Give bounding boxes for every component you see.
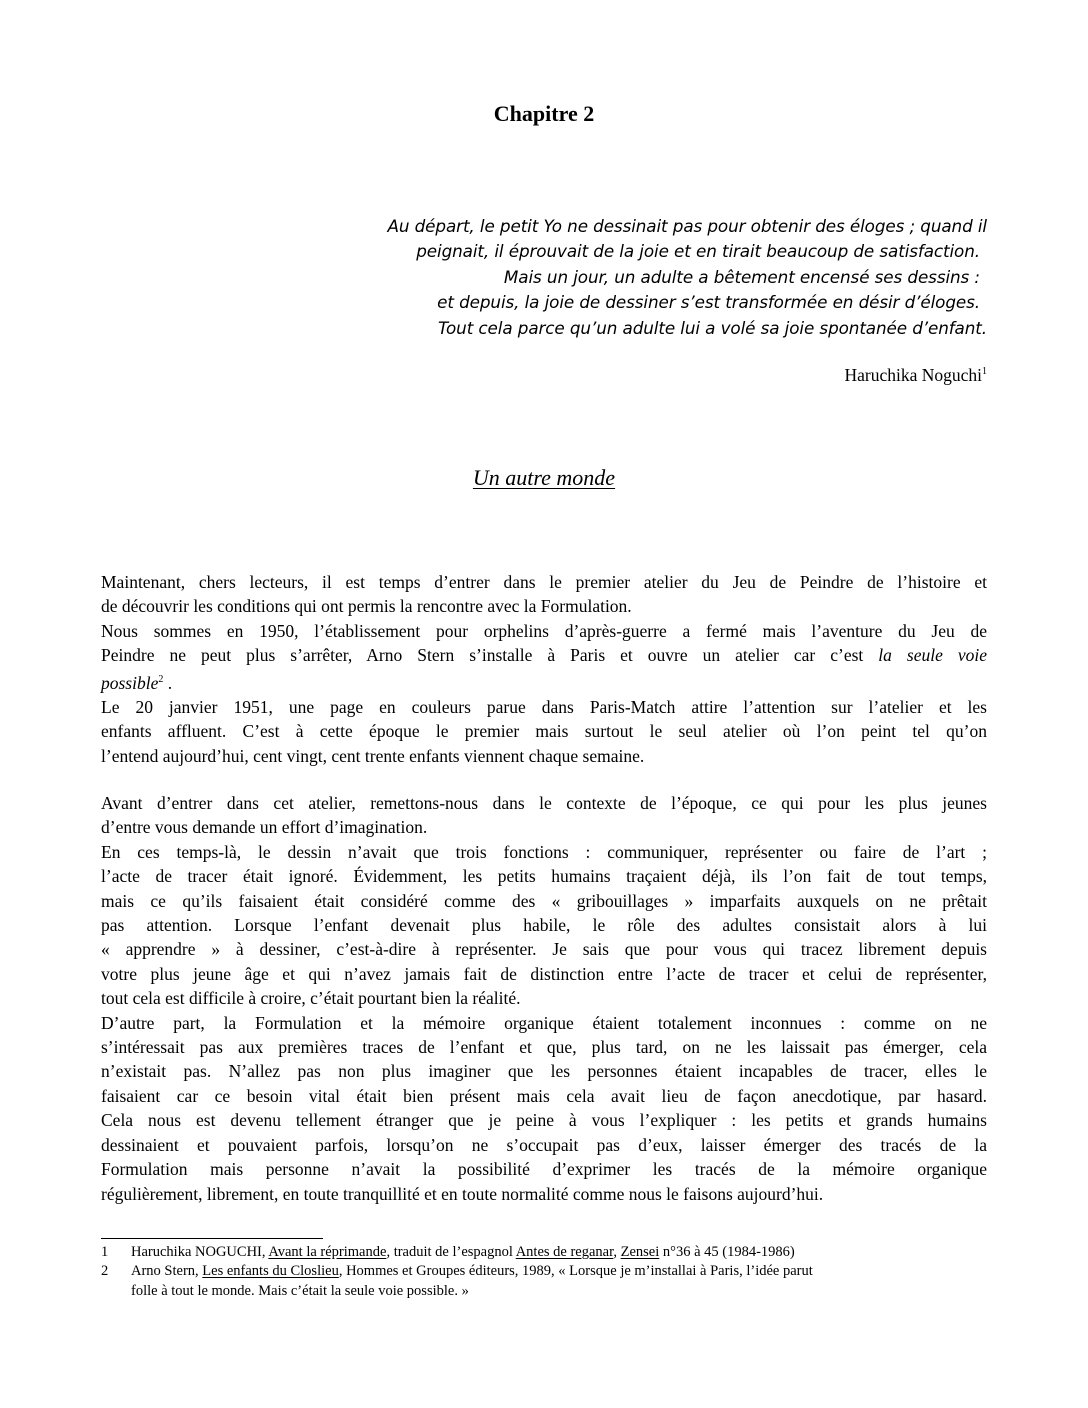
body-line: n’existait pas. N’allez pas non plus imaginer que les personnes étaient incapables de tracer, elles le bbox=[101, 1061, 987, 1082]
body-line: régulièrement, librement, en toute tranquillité et en toute normalité comme nous le faisons aujourd’hui. bbox=[101, 1183, 824, 1204]
body-line bbox=[101, 643, 987, 667]
author-name: Haruchika Noguchi bbox=[844, 365, 982, 385]
section-title: Un autre monde bbox=[472, 465, 616, 490]
body-paragraph-block bbox=[101, 570, 987, 768]
footnote-text: n°36 à 45 (1984-1986) bbox=[659, 1244, 795, 1260]
body-line: pas attention. Lorsque l’enfant devenait plus habile, le rôle des adultes consistait alors à lui bbox=[101, 915, 987, 936]
body-line: D’autre part, la Formulation et la mémoire organique étaient totalement inconnues : comme on ne bbox=[101, 1012, 987, 1033]
footnote-text: , Hommes et Groupes éditeurs, 1989, « Lorsque je m’installai à Paris, l’idée parut bbox=[338, 1263, 813, 1280]
journal-title: Zensei bbox=[620, 1244, 660, 1260]
emphasis-text: la seule voie bbox=[878, 645, 988, 666]
body-paragraph-block bbox=[101, 791, 987, 1206]
footnote-text: Arno Stern, bbox=[131, 1263, 203, 1280]
footnote-number: 2 bbox=[101, 1263, 109, 1280]
body-line: d’entre vous demande un effort d’imagination. bbox=[101, 817, 428, 838]
book-title: Les enfants du Closlieu bbox=[202, 1263, 339, 1280]
body-line: l’entend aujourd’hui, cent vingt, cent trente enfants viennent chaque semaine. bbox=[101, 745, 645, 766]
body-text: . bbox=[163, 672, 173, 693]
body-line: tout cela est difficile à croire, c’était pourtant bien la réalité. bbox=[101, 988, 521, 1009]
body-line: Cela nous est devenu tellement étranger que je peine à vous l’expliquer : les petits et grands humains bbox=[101, 1110, 987, 1131]
epigraph bbox=[267, 214, 987, 341]
footnote-2 bbox=[101, 1262, 1001, 1301]
epigraph-line: Au départ, le petit Yo ne dessinait pas pour obtenir des éloges ; quand il bbox=[387, 216, 987, 236]
footnote-separator bbox=[101, 1238, 323, 1239]
body-line: l’acte de tracer était ignoré. Évidemment, les petits humains traçaient déjà, ils l’on fait de tout temps, bbox=[101, 866, 987, 887]
body-line: En ces temps-là, le dessin n’avait que trois fonctions : communiquer, représenter ou faire de l’art ; bbox=[101, 841, 987, 862]
footnote-ref: 2 bbox=[158, 673, 164, 685]
body-line: enfants affluent. C’est à cette époque le premier mais surtout le seul atelier où l’on peint tel qu’on bbox=[101, 721, 987, 742]
footnote-text: Haruchika NOGUCHI, bbox=[131, 1244, 269, 1260]
body-line bbox=[101, 668, 987, 695]
body-line: votre plus jeune âge et qui n’avez jamais fait de distinction entre l’acte de tracer et celui de représenter, bbox=[101, 963, 987, 984]
body-line: faisaient car ce besoin vital était bien présent mais cela avait lieu de façon anecdotique, par hasard. bbox=[101, 1085, 987, 1106]
book-title: Avant la réprimande bbox=[268, 1244, 387, 1260]
body-line: Le 20 janvier 1951, une page en couleurs parue dans Paris-Match attire l’attention sur l’atelier et les bbox=[101, 697, 987, 718]
chapter-title: Chapitre 2 bbox=[493, 101, 595, 126]
footnote-text: , bbox=[613, 1244, 621, 1260]
body-line: Nous sommes en 1950, l’établissement pour orphelins d’après-guerre a fermé mais l’aventure du Jeu de bbox=[101, 620, 987, 641]
footnote-text: folle à tout le monde. Mais c’était la seule voie possible. » bbox=[131, 1282, 469, 1299]
emphasis-text: possible bbox=[101, 672, 159, 693]
body-line: « apprendre » à dessiner, c’est-à-dire à représenter. Je sais que pour vous qui tracez librement depuis bbox=[101, 939, 987, 960]
epigraph-line: peignait, il éprouvait de la joie et en tirait beaucoup de satisfaction. bbox=[416, 241, 980, 262]
body-line: dessinaient et pouvaient parfois, lorsqu’on ne s’occupait pas d’eux, laisser émerger des tracés de la bbox=[101, 1134, 987, 1155]
footnote-text: , traduit de l’espagnol bbox=[386, 1244, 516, 1260]
epigraph-line: Mais un jour, un adulte a bêtement encensé ses dessins : bbox=[503, 266, 980, 287]
body-line: Formulation mais personne n’avait la possibilité d’exprimer les tracés de la mémoire organique bbox=[101, 1159, 987, 1180]
body-line: Avant d’entrer dans cet atelier, remettons-nous dans le contexte de l’époque, ce qui pour les plus jeunes bbox=[101, 793, 987, 813]
epigraph-author bbox=[844, 365, 987, 386]
body-line: s’intéressait pas aux premières traces de l’enfant et que, plus tard, on ne les laissait pas émerger, cela bbox=[101, 1037, 987, 1058]
body-line: Maintenant, chers lecteurs, il est temps d’entrer dans le premier atelier du Jeu de Peindre de l’histoire et bbox=[101, 572, 987, 592]
footnote-number: 1 bbox=[101, 1244, 109, 1260]
footnote-ref: 1 bbox=[982, 366, 987, 377]
epigraph-line: Tout cela parce qu’un adulte lui a volé sa joie spontanée d’enfant. bbox=[437, 317, 987, 338]
footnote-1 bbox=[101, 1243, 1001, 1262]
epigraph-line: et depuis, la joie de dessiner s’est transformée en désir d’éloges. bbox=[437, 292, 980, 313]
book-title: Antes de reganar bbox=[515, 1244, 614, 1260]
body-line: de découvrir les conditions qui ont permis la rencontre avec la Formulation. bbox=[101, 596, 632, 617]
footnotes bbox=[101, 1243, 1001, 1301]
body-line: mais ce qu’ils faisaient était considéré comme des « gribouillages » imparfaits auxquels on ne prêtait bbox=[101, 890, 987, 911]
body-text: Peindre ne peut plus s’arrêter, Arno Stern s’installe à Paris et ouvre un atelier car c’est bbox=[101, 645, 864, 666]
